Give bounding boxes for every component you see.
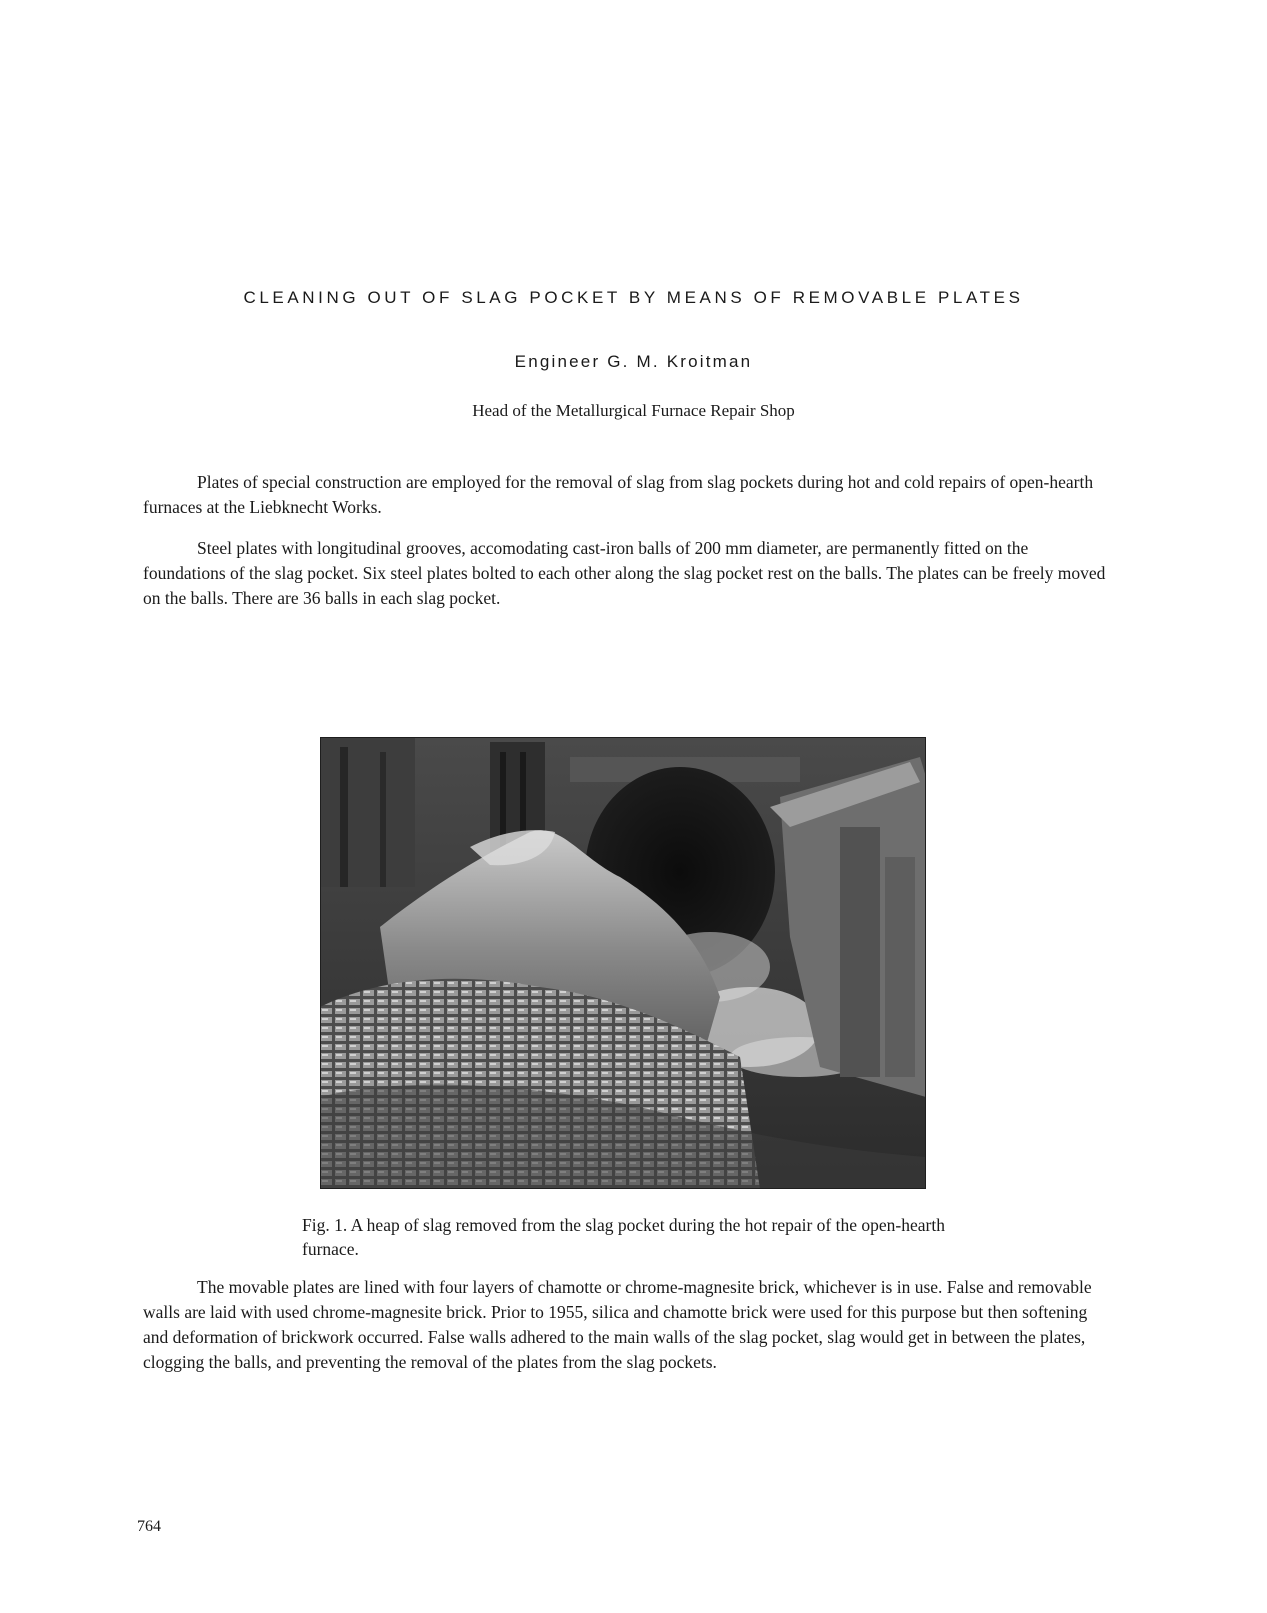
- body-paragraph-3: The movable plates are lined with four layers of chamotte or chrome-magnesite brick, whichever is in use. False and removable walls are laid with used chrome-magnesite brick. Prior to 1955, silica and chamotte brick were used for this purpose but then softening and deformation of brickwork occurred. False walls adhered to the main walls of the slag pocket, slag would get in between the plates, clogging the balls, and preventing the removal of the plates from the slag pockets.: [143, 1277, 1092, 1372]
- body-paragraph-2: Steel plates with longitudinal grooves, accomodating cast-iron balls of 200 mm diameter, are permanently fitted on the foundations of the slag pocket. Six steel plates bolted to each other along the slag pocket rest on the balls. The plates can be freely moved on the balls. There are 36 balls in each slag pocket.: [143, 538, 1106, 608]
- page-number: 764: [137, 1518, 161, 1535]
- article-author: Engineer G. M. Kroitman: [514, 352, 753, 371]
- figure-caption: Fig. 1. A heap of slag removed from the slag pocket during the hot repair of the open-hearth furnace.: [302, 1215, 945, 1259]
- article-title: CLEANING OUT OF SLAG POCKET BY MEANS OF REMOVABLE PLATES: [243, 288, 1024, 307]
- author-affiliation: Head of the Metallurgical Furnace Repair Shop: [472, 401, 795, 420]
- slag-heap-photo-illustration: [320, 737, 926, 1189]
- figure-photo-slag-heap: [320, 737, 926, 1189]
- body-paragraph-1: Plates of special construction are employed for the removal of slag from slag pockets during hot and cold repairs of open-hearth furnaces at the Liebknecht Works.: [143, 472, 1094, 517]
